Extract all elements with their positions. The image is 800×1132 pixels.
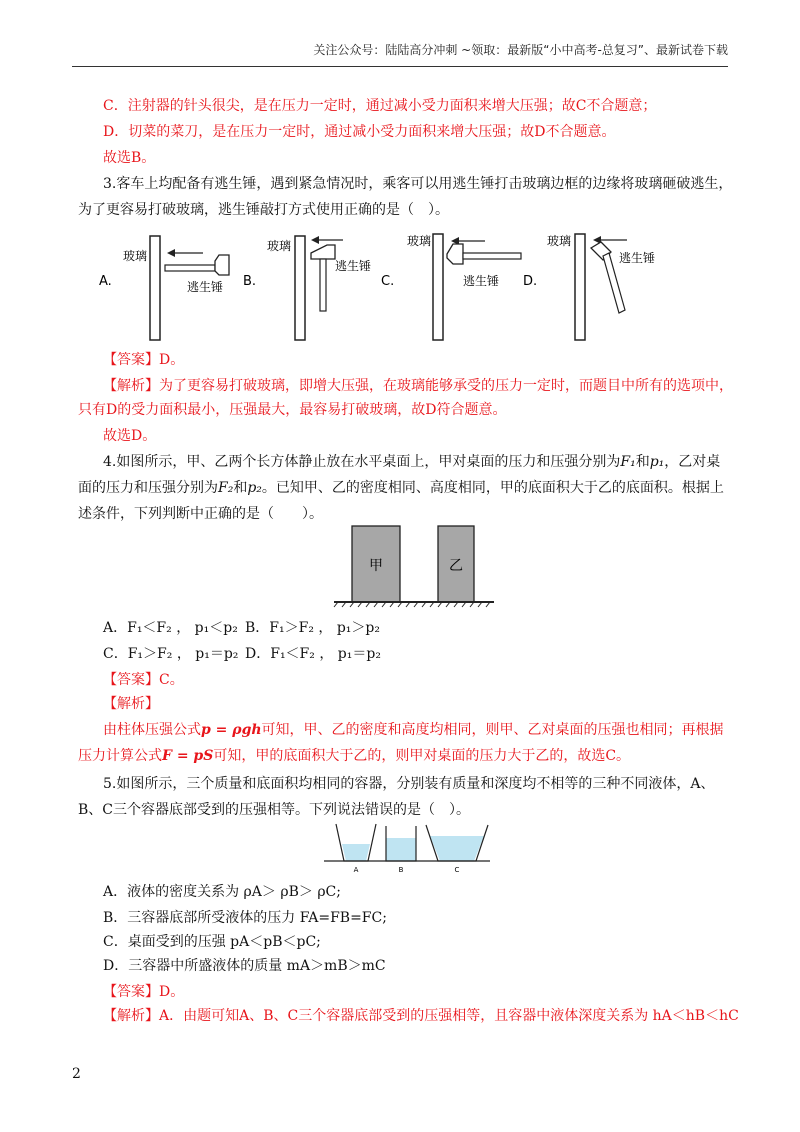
glass-pane-b — [295, 236, 305, 340]
q3-conclusion: 故选D。 — [103, 428, 157, 444]
q3-analysis-line1 — [103, 376, 733, 396]
page-number: 2 — [72, 1066, 81, 1082]
page-header: 关注公众号：陆陆高分冲刺 ~领取：最新版“小中高考-总复习”、最新试卷下载 — [313, 43, 728, 57]
hammer-head-b — [311, 245, 335, 259]
q4-stem-line1 — [103, 452, 720, 472]
container-b-label: B — [398, 866, 404, 874]
q5-option-a: A．液体的密度关系为 ρA＞ ρB＞ ρC; — [103, 884, 341, 900]
q3-analysis-text1: 为了更容易打破玻璃，即增大压强，在玻璃能够承受的压力一定时，而题目中所有的选项中， — [159, 378, 733, 394]
liquid-a — [342, 844, 370, 861]
hammer-handle-b — [320, 259, 326, 311]
q5-containers-figure — [322, 822, 492, 874]
q3-stem-line2: 为了更容易打破玻璃，逃生锤敲打方式使用正确的是（ ）。 — [78, 202, 449, 218]
q4-stem-text1a: 4.如图所示，甲、乙两个长方体静止放在水平桌面上，甲对桌面的压力和压强分别为 — [103, 454, 621, 470]
q3-fig-glass-d: 玻璃 — [547, 234, 572, 248]
hammer-head-c — [447, 244, 463, 264]
q4-stem-text2a: 面的压力和压强分别为 — [78, 480, 218, 496]
q4-analysis-text2a: 压力计算公式 — [78, 748, 162, 764]
q4-option-c: C．F₁＞F₂ ， p₁＝p₂ — [103, 646, 239, 662]
q5-option-d: D．三容器中所盛液体的质量 mA＞mB＞mC — [103, 958, 386, 974]
q4-option-d: D．F₁＜F₂ ， p₁＝p₂ — [245, 646, 381, 662]
prev-option-d-analysis: D．切菜的菜刀，是在压力一定时，通过减小受力面积来增大压强；故D不合题意。 — [103, 124, 616, 140]
pressure-formula: p = ρgh — [201, 722, 262, 738]
arrowhead-b — [311, 236, 319, 244]
liquid-c — [430, 836, 484, 861]
q4-option-a: A．F₁＜F₂ ， p₁＜p₂ — [103, 620, 238, 636]
header-rule — [72, 66, 728, 67]
q4-var-p2: p₂ — [247, 480, 262, 496]
q4-analysis-text2b: 可知，甲的底面积大于乙的，则甲对桌面的压力大于乙的，故选C。 — [213, 748, 631, 764]
block-jia-label: 甲 — [369, 558, 383, 574]
q4-analysis-text1b: 可知，甲、乙的密度和高度均相同，则甲、乙对桌面的压强也相同；再根据 — [261, 722, 724, 738]
glass-pane-a — [150, 236, 160, 340]
q3-fig-glass-b: 玻璃 — [267, 239, 292, 253]
q4-and1: 和 — [635, 454, 650, 470]
q4-analysis-line2 — [78, 746, 630, 766]
q5-answer: 【答案】D。 — [103, 984, 185, 1000]
q4-blocks-figure — [330, 520, 498, 608]
block-yi-label: 乙 — [449, 558, 463, 574]
glass-pane-d — [575, 234, 585, 340]
q4-and2: 和 — [233, 480, 248, 496]
q4-stem-text2b: 。已知甲、乙的密度相同、高度相同，甲的底面积大于乙的底面积。根据上 — [261, 480, 724, 496]
q3-fig-label-a: A. — [99, 274, 112, 289]
q4-option-b: B．F₁＞F₂ ， p₁＞p₂ — [245, 620, 380, 636]
q5-analysis-tag: 【解析】 — [103, 1008, 159, 1024]
q4-stem-text1b: ，乙对桌 — [664, 454, 721, 470]
q4-answer: 【答案】C。 — [103, 672, 184, 688]
prev-conclusion: 故选B。 — [103, 150, 156, 166]
q3-fig-label-c: C. — [381, 274, 395, 289]
q3-fig-hammer-d: 逃生锤 — [619, 251, 655, 265]
q5-analysis-line1 — [103, 1006, 739, 1026]
q3-fig-glass-c: 玻璃 — [407, 234, 432, 248]
force-formula: F = pS — [162, 748, 214, 764]
prev-option-c-analysis: C．注射器的针头很尖，是在压力一定时，通过减小受力面积来增大压强；故C不合题意； — [103, 98, 657, 114]
q3-fig-label-d: D. — [523, 274, 538, 289]
glass-pane-c — [433, 234, 443, 340]
q4-stem-line2 — [78, 478, 724, 498]
q5-option-b: B．三容器底部所受液体的压力 FA=FB=FC; — [103, 910, 387, 926]
q3-fig-hammer-c: 逃生锤 — [463, 274, 500, 288]
q4-var-p1: p₁ — [649, 454, 665, 470]
q3-analysis-tag: 【解析】 — [103, 378, 159, 394]
q4-stem-line3: 述条件，下列判断中正确的是（ ）。 — [78, 506, 323, 522]
container-c-label: C — [454, 866, 460, 874]
q5-stem-line1: 5.如图所示，三个质量和底面积均相同的容器，分别装有质量和深度均不相等的三种不同液体，A、 — [103, 776, 715, 792]
q5-option-c: C．桌面受到的压强 pA＜pB＜pC; — [103, 934, 321, 950]
container-a-label: A — [353, 866, 359, 874]
arrowhead-a — [167, 249, 175, 257]
hammer-head-a — [215, 255, 229, 275]
q4-analysis-line1 — [103, 720, 724, 740]
q4-analysis-tag: 【解析】 — [103, 696, 159, 712]
q5-stem-line2: B、C三个容器底部受到的压强相等。下列说法错误的是（ ）。 — [78, 802, 470, 818]
q4-var-f1: F₁ — [620, 454, 636, 470]
q3-hammer-figure — [95, 228, 655, 343]
q3-analysis-line2: 只有D的受力面积最小，压强最大，最容易打破玻璃，故D符合题意。 — [78, 402, 507, 418]
liquid-b — [386, 838, 416, 861]
q5-analysis-text1: A．由题可知A、B、C三个容器底部受到的压强相等，且容器中液体深度关系为 hA＜hB＜hC — [159, 1008, 739, 1024]
hammer-handle-c — [463, 253, 521, 259]
q3-fig-glass-a: 玻璃 — [123, 249, 148, 263]
hammer-handle-a — [165, 265, 215, 271]
q3-stem-line1: 3.客车上均配备有逃生锤，遇到紧急情况时，乘客可以用逃生锤打击玻璃边框的边缘将玻璃砸破逃生， — [103, 176, 733, 192]
q3-fig-hammer-b: 逃生锤 — [335, 259, 372, 273]
q3-fig-hammer-a: 逃生锤 — [187, 280, 224, 294]
q4-analysis-text1a: 由柱体压强公式 — [103, 722, 201, 738]
q3-answer: 【答案】D。 — [103, 352, 185, 368]
q4-var-f2: F₂ — [218, 480, 234, 496]
q3-fig-label-b: B. — [243, 274, 257, 289]
